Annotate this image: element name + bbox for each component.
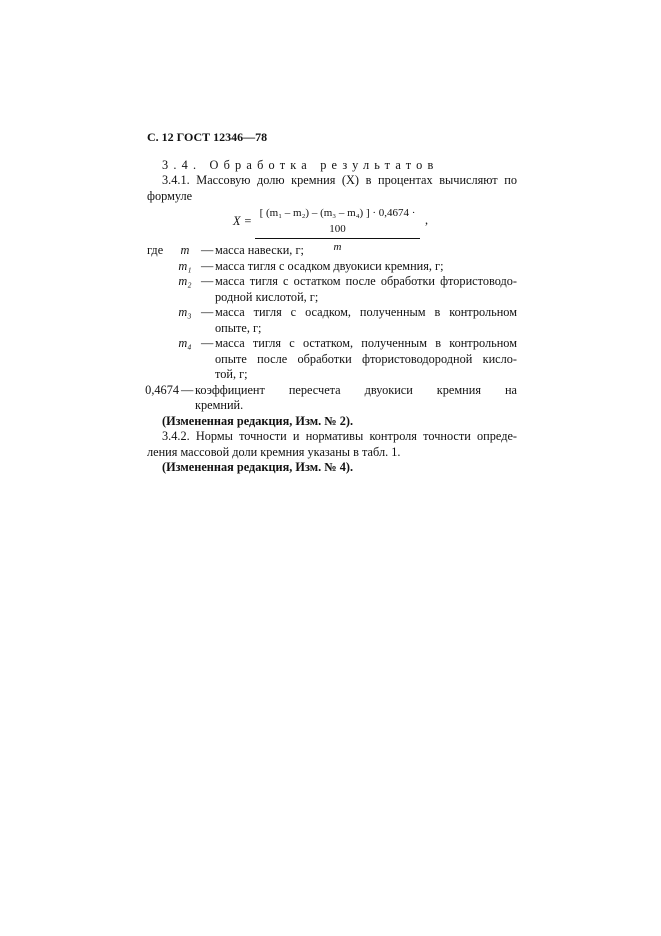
definition-text: коэффициент пересчета двуокиси кремния на кремний. [195, 382, 517, 412]
formula-comma: , [425, 213, 429, 227]
definition-symbol: m₂ [178, 274, 192, 288]
definition-dash: — [201, 258, 214, 273]
definition-text: масса навески, г; [215, 243, 304, 257]
definition-text: масса тигля с осадком двуокиси кремния, г; [215, 258, 444, 273]
definition-m2 [147, 274, 517, 305]
definition-dash: — [181, 382, 194, 397]
definition-dash: — [201, 274, 214, 288]
definition-m3 [147, 305, 517, 336]
definition-symbol: m₃ [178, 305, 192, 319]
page-header: С. 12 ГОСТ 12346—78 [147, 130, 268, 144]
document-page [147, 130, 517, 476]
where-label: где [147, 243, 164, 257]
definition-symbol: m₄ [178, 336, 192, 350]
definition-text: масса тигля с остатком после обработки фтористоводо- родной кислотой, г; [215, 274, 517, 304]
paragraph-3-4-1-line-2: формуле [147, 188, 193, 203]
definition-m1 [147, 259, 517, 275]
amendment-note-2: (Измененная редакция, Изм. № 2). [162, 413, 354, 428]
amendment-note-4: (Измененная редакция, Изм. № 4). [162, 460, 354, 474]
definition-coefficient [147, 383, 517, 414]
definition-text: масса тигля с остатком, полученным в контрольном опыте после обработки фтористоводородной кисло- той, г; [215, 336, 517, 381]
definition-dash: — [201, 336, 214, 350]
formula-numerator: [ (m₁ – m₂) – (m₃ – m₄) ] · 0,4674 · 100 [255, 206, 420, 239]
paragraph-3-4-2-line-2: ления массовой доли кремния указаны в табл. 1. [147, 444, 401, 459]
paragraph-3-4-2-line-1: 3.4.2. Нормы точности и нормативы контроля точности опреде- [162, 429, 517, 443]
definition-symbol: m [180, 243, 190, 257]
formula-denominator: m [333, 241, 342, 253]
definition-symbol: m₁ [178, 258, 192, 273]
definition-dash: — [201, 305, 214, 319]
section-title: 3.4. Обработка результатов [162, 157, 439, 172]
formula-fraction [255, 206, 420, 256]
definition-symbol: 0,4674 [145, 382, 179, 397]
formula-lhs: X = [233, 214, 252, 228]
definitions-list [147, 243, 517, 414]
paragraph-3-4-1-line-1: 3.4.1. Массовую долю кремния (X) в процентах вычисляют по [162, 173, 517, 187]
definition-text: масса тигля с осадком, полученным в контрольном опыте, г; [215, 305, 517, 335]
definition-dash: — [201, 243, 214, 257]
definition-m4 [147, 336, 517, 383]
